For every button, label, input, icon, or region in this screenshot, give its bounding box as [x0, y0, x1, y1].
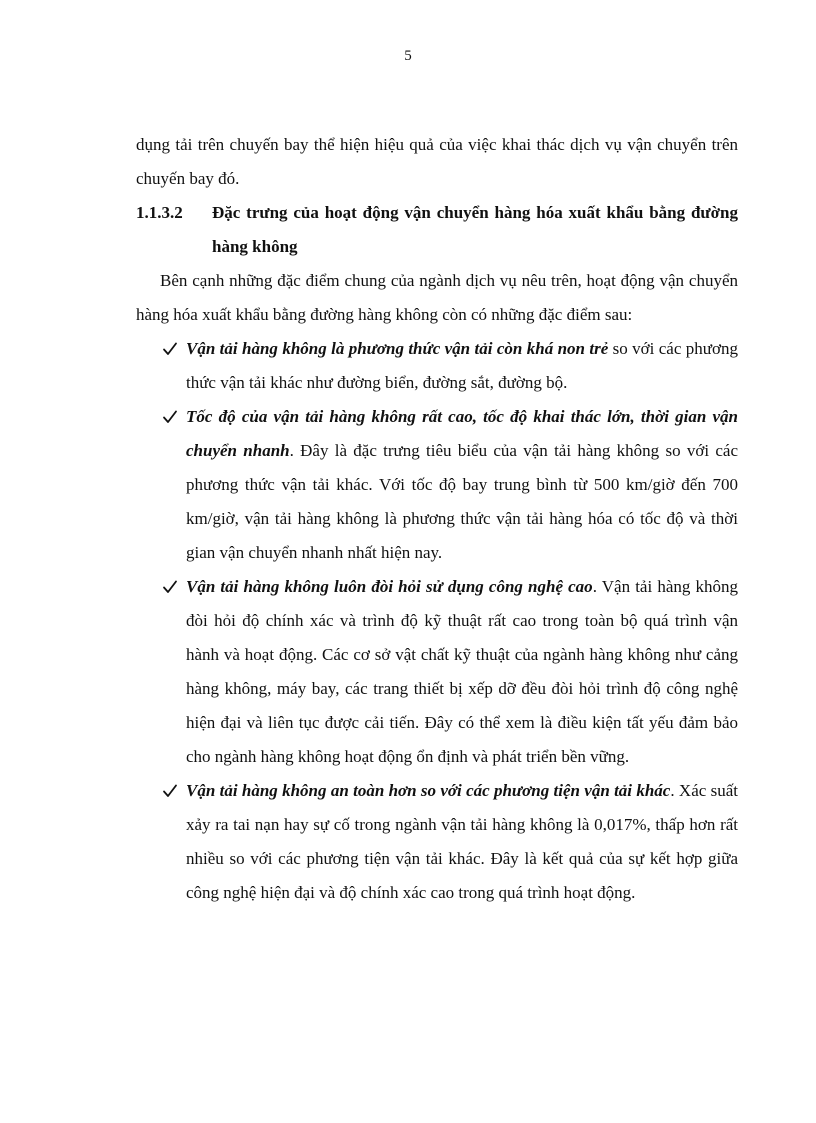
page-content — [136, 128, 738, 910]
list-item — [136, 400, 738, 570]
section-heading — [136, 196, 738, 264]
feature-list — [136, 332, 738, 910]
checkmark-icon — [162, 332, 180, 366]
list-item-text: . Xác suất xảy ra tai nạn hay sự cố trong ngành vận tải hàng không là 0,017%, thấp hơn rất nhiều so với các phương tiện vận tải khác. Đây là kết quả của sự kết hợp giữa công nghệ hiện đại và độ chính xác cao trong quá trình hoạt động. — [186, 781, 738, 902]
section-intro-paragraph: Bên cạnh những đặc điểm chung của ngành dịch vụ nêu trên, hoạt động vận chuyển hàng hóa xuất khẩu bằng đường hàng không còn có những đặc điểm sau: — [136, 271, 738, 324]
list-item-lead: Tốc độ của vận tải hàng không rất cao, tốc độ khai thác lớn, thời gian vận chuyển nhanh — [186, 407, 738, 460]
section-title: Đặc trưng của hoạt động vận chuyển hàng hóa xuất khẩu bằng đường hàng không — [212, 203, 738, 256]
section-number: 1.1.3.2 — [136, 203, 183, 222]
list-item-text: so với các phương thức vận tải khác như đường biển, đường sắt, đường bộ. — [186, 339, 738, 392]
list-item-text: . Đây là đặc trưng tiêu biểu của vận tải hàng không so với các phương thức vận tải khác. Với tốc độ bay trung bình từ 500 km/giờ đến 700 km/giờ, vận tải hàng không là phương thức vận tải hàng hóa có tốc độ và thời gian vận chuyển nhanh nhất hiện nay. — [186, 441, 738, 562]
list-item — [136, 570, 738, 774]
list-item-lead: Vận tải hàng không an toàn hơn so với các phương tiện vận tải khác — [186, 781, 671, 800]
list-item-lead: Vận tải hàng không là phương thức vận tải còn khá non trẻ — [186, 339, 609, 358]
list-item-lead: Vận tải hàng không luôn đòi hỏi sử dụng công nghệ cao — [186, 577, 593, 596]
page-number: 5 — [404, 48, 412, 64]
list-item — [136, 774, 738, 910]
list-item-text: . Vận tải hàng không đòi hỏi độ chính xác và trình độ kỹ thuật rất cao trong toàn bộ quá trình vận hành và hoạt động. Các cơ sở vật chất kỹ thuật của ngành hàng không như cảng hàng không, máy bay, các trang thiết bị xếp dỡ đều đòi hỏi trình độ công nghệ hiện đại và liên tục được cải tiến. Đây có thể xem là điều kiện tất yếu đảm bảo cho ngành hàng không hoạt động ổn định và phát triển bền vững. — [186, 577, 738, 766]
list-item — [136, 332, 738, 400]
checkmark-icon — [162, 774, 180, 808]
intro-paragraph: dụng tải trên chuyến bay thể hiện hiệu quả của việc khai thác dịch vụ vận chuyển trên chuyến bay đó. — [136, 135, 738, 188]
checkmark-icon — [162, 570, 180, 604]
checkmark-icon — [162, 400, 180, 434]
